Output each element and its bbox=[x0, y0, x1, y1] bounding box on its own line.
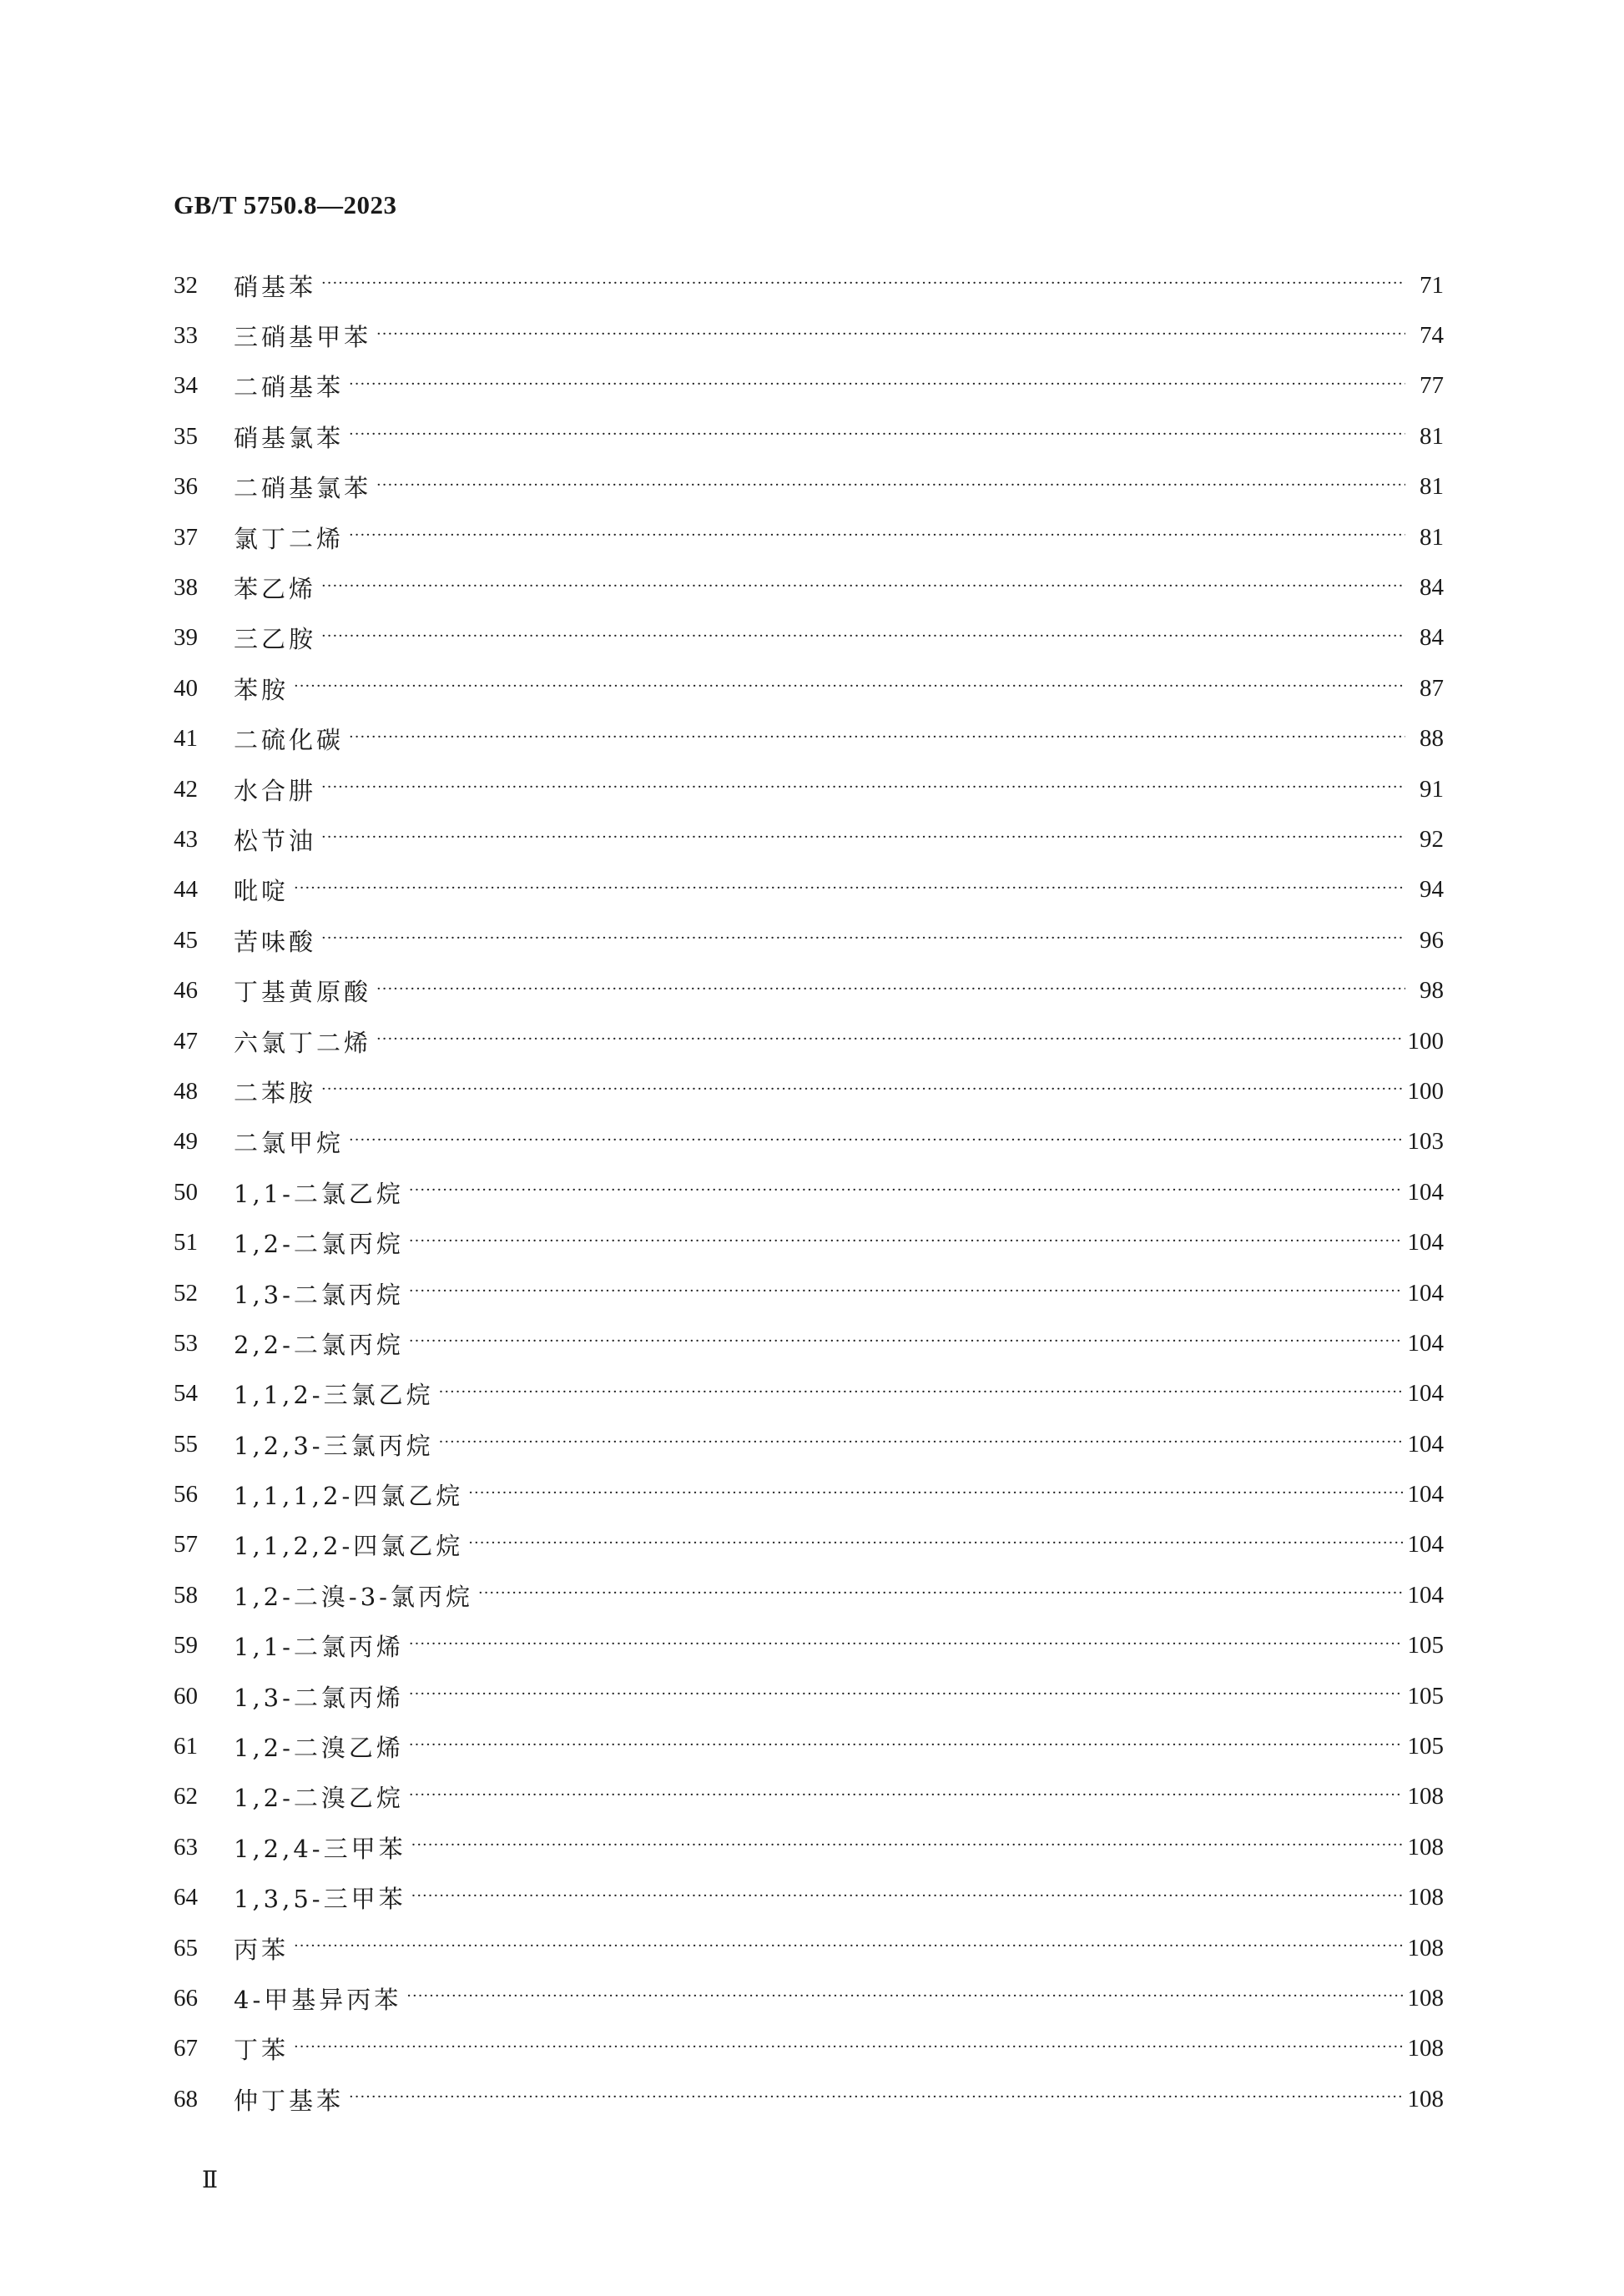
toc-entry-page: 108 bbox=[1407, 1833, 1444, 1860]
toc-entry[interactable] bbox=[174, 512, 1444, 562]
toc-dot-leader bbox=[294, 1936, 1402, 1961]
toc-entry-page: 104 bbox=[1407, 1279, 1444, 1307]
toc-dot-leader bbox=[349, 1130, 1402, 1155]
toc-entry-title: 三乙胺 bbox=[234, 625, 317, 654]
toc-entry-page: 88 bbox=[1420, 725, 1444, 753]
toc-entry-page: 105 bbox=[1407, 1632, 1444, 1659]
toc-entry-title: 1,1-二氯乙烷 bbox=[234, 1179, 404, 1208]
toc-entry-title: 苯乙烯 bbox=[234, 575, 317, 604]
toc-entry-number: 55 bbox=[174, 1430, 198, 1458]
toc-dot-leader bbox=[409, 1684, 1403, 1709]
toc-dot-leader bbox=[409, 1281, 1403, 1306]
toc-entry-title: 氯丁二烯 bbox=[234, 524, 345, 553]
toc-entry-title: 1,3-二氯丙烷 bbox=[234, 1280, 404, 1309]
toc-entry-number: 52 bbox=[174, 1279, 198, 1307]
toc-entry-number: 54 bbox=[174, 1380, 198, 1407]
toc-entry[interactable] bbox=[174, 1973, 1444, 2023]
toc-entry-page: 105 bbox=[1407, 1682, 1444, 1709]
toc-entry-title: 1,1,2,2-四氯乙烷 bbox=[234, 1532, 464, 1561]
toc-dot-leader bbox=[321, 827, 1405, 852]
toc-dot-leader bbox=[406, 1986, 1402, 2011]
toc-entry[interactable] bbox=[174, 1318, 1444, 1368]
toc-entry-title: 4-甲基异丙苯 bbox=[234, 1985, 402, 2014]
toc-entry-number: 43 bbox=[174, 825, 198, 853]
toc-entry-title: 二硝基苯 bbox=[234, 373, 345, 402]
toc-dot-leader bbox=[376, 324, 1405, 349]
toc-entry-page: 108 bbox=[1407, 1783, 1444, 1810]
toc-entry-title: 1,2-二溴-3-氯丙烷 bbox=[234, 1582, 473, 1611]
toc-entry-title: 二氯甲烷 bbox=[234, 1129, 345, 1158]
toc-entry-number: 59 bbox=[174, 1632, 198, 1659]
toc-entry-title: 1,2,3-三氯丙烷 bbox=[234, 1431, 434, 1460]
toc-entry-number: 67 bbox=[174, 2035, 198, 2062]
toc-entry[interactable] bbox=[174, 1721, 1444, 1771]
toc-entry-page: 108 bbox=[1407, 1884, 1444, 1911]
toc-entry-title: 2,2-二氯丙烷 bbox=[234, 1330, 404, 1359]
toc-dot-leader bbox=[321, 576, 1405, 601]
toc-entry-title: 丙苯 bbox=[234, 1935, 290, 1964]
toc-entry-title: 六氯丁二烯 bbox=[234, 1028, 372, 1057]
toc-entry-title: 1,2-二溴乙烯 bbox=[234, 1734, 404, 1763]
toc-entry-number: 57 bbox=[174, 1531, 198, 1558]
toc-entry-title: 水合肼 bbox=[234, 776, 317, 805]
toc-dot-leader bbox=[321, 928, 1405, 953]
toc-entry-page: 105 bbox=[1407, 1733, 1444, 1760]
toc-entry-page: 104 bbox=[1407, 1380, 1444, 1407]
toc-entry-page: 103 bbox=[1407, 1128, 1444, 1156]
toc-entry[interactable] bbox=[174, 1268, 1444, 1318]
toc-entry-number: 40 bbox=[174, 674, 198, 702]
toc-entry-page: 96 bbox=[1420, 926, 1444, 954]
toc-entry-title: 二硝基氯苯 bbox=[234, 474, 372, 503]
toc-entry-page: 84 bbox=[1420, 574, 1444, 602]
toc-entry[interactable] bbox=[174, 361, 1444, 411]
toc-entry-title: 1,3,5-三甲苯 bbox=[234, 1885, 406, 1914]
toc-entry[interactable] bbox=[174, 1167, 1444, 1217]
toc-entry-number: 61 bbox=[174, 1733, 198, 1760]
toc-entry-title: 1,3-二氯丙烯 bbox=[234, 1683, 404, 1712]
toc-dot-leader bbox=[321, 1079, 1402, 1104]
toc-entry[interactable] bbox=[174, 965, 1444, 1015]
toc-entry-number: 44 bbox=[174, 876, 198, 904]
toc-entry[interactable] bbox=[174, 411, 1444, 461]
toc-dot-leader bbox=[409, 1634, 1403, 1659]
toc-entry-title: 硝基氯苯 bbox=[234, 423, 345, 452]
toc-entry-page: 87 bbox=[1420, 674, 1444, 702]
toc-entry[interactable] bbox=[174, 1671, 1444, 1721]
toc-entry-number: 68 bbox=[174, 2085, 198, 2112]
toc-entry[interactable] bbox=[174, 663, 1444, 713]
toc-entry-number: 56 bbox=[174, 1481, 198, 1508]
toc-entry[interactable] bbox=[174, 1469, 1444, 1519]
toc-dot-leader bbox=[349, 424, 1405, 449]
toc-dot-leader bbox=[349, 374, 1405, 399]
toc-entry-title: 二苯胺 bbox=[234, 1078, 317, 1107]
toc-entry-page: 104 bbox=[1407, 1481, 1444, 1508]
toc-entry-number: 32 bbox=[174, 271, 198, 299]
toc-entry-title: 苦味酸 bbox=[234, 927, 317, 956]
toc-entry[interactable] bbox=[174, 2024, 1444, 2074]
toc-entry-title: 1,2-二氯丙烷 bbox=[234, 1230, 404, 1259]
toc-entry[interactable] bbox=[174, 260, 1444, 310]
toc-entry-page: 81 bbox=[1420, 523, 1444, 551]
toc-dot-leader bbox=[376, 475, 1405, 500]
toc-entry-number: 38 bbox=[174, 574, 198, 602]
toc-entry-number: 50 bbox=[174, 1178, 198, 1206]
toc-entry-title: 三硝基甲苯 bbox=[234, 323, 372, 352]
toc-dot-leader bbox=[478, 1583, 1403, 1608]
toc-entry-number: 48 bbox=[174, 1077, 198, 1105]
toc-entry-title: 1,1,1,2-四氯乙烷 bbox=[234, 1482, 464, 1511]
toc-entry-page: 71 bbox=[1420, 271, 1444, 299]
toc-entry[interactable] bbox=[174, 1419, 1444, 1469]
toc-entry-number: 42 bbox=[174, 775, 198, 803]
toc-dot-leader bbox=[439, 1432, 1403, 1457]
toc-entry-number: 49 bbox=[174, 1128, 198, 1156]
toc-entry[interactable] bbox=[174, 310, 1444, 360]
toc-entry-page: 104 bbox=[1407, 1329, 1444, 1357]
toc-entry-number: 53 bbox=[174, 1329, 198, 1357]
toc-dot-leader bbox=[349, 727, 1405, 752]
toc-entry-number: 33 bbox=[174, 322, 198, 350]
toc-entry-title: 仲丁基苯 bbox=[234, 2086, 345, 2115]
toc-entry-title: 1,1-二氯丙烯 bbox=[234, 1633, 404, 1662]
toc-entry[interactable] bbox=[174, 714, 1444, 764]
toc-entry-number: 39 bbox=[174, 624, 198, 652]
toc-entry-page: 74 bbox=[1420, 322, 1444, 350]
toc-dot-leader bbox=[294, 676, 1405, 701]
toc-entry-number: 35 bbox=[174, 422, 198, 450]
toc-entry-page: 104 bbox=[1407, 1178, 1444, 1206]
toc-entry-number: 64 bbox=[174, 1884, 198, 1911]
toc-entry[interactable] bbox=[174, 814, 1444, 864]
toc-entry-page: 108 bbox=[1407, 1934, 1444, 1961]
toc-dot-leader bbox=[294, 878, 1405, 903]
toc-entry-number: 45 bbox=[174, 926, 198, 954]
toc-dot-leader bbox=[321, 777, 1405, 802]
toc-entry[interactable] bbox=[174, 1822, 1444, 1872]
toc-entry-title: 丁苯 bbox=[234, 2036, 290, 2065]
toc-entry-title: 苯胺 bbox=[234, 675, 290, 704]
toc-entry-page: 92 bbox=[1420, 825, 1444, 853]
table-of-contents bbox=[174, 260, 1444, 2124]
toc-entry[interactable] bbox=[174, 915, 1444, 965]
toc-dot-leader bbox=[409, 1331, 1403, 1356]
toc-entry-page: 108 bbox=[1407, 2035, 1444, 2062]
toc-entry[interactable] bbox=[174, 1016, 1444, 1066]
toc-dot-leader bbox=[468, 1533, 1402, 1558]
toc-entry[interactable] bbox=[174, 2074, 1444, 2124]
toc-entry-number: 41 bbox=[174, 725, 198, 753]
toc-entry-title: 1,2,4-三甲苯 bbox=[234, 1834, 406, 1863]
toc-dot-leader bbox=[376, 979, 1405, 1004]
toc-entry[interactable] bbox=[174, 1520, 1444, 1570]
toc-entry-number: 60 bbox=[174, 1682, 198, 1709]
toc-entry-title: 丁基黄原酸 bbox=[234, 978, 372, 1007]
toc-dot-leader bbox=[411, 1886, 1403, 1911]
toc-entry-title: 1,1,2-三氯乙烷 bbox=[234, 1381, 434, 1410]
toc-dot-leader bbox=[294, 2037, 1402, 2062]
toc-dot-leader bbox=[409, 1180, 1403, 1205]
toc-entry[interactable] bbox=[174, 1873, 1444, 1923]
toc-dot-leader bbox=[321, 273, 1405, 298]
toc-entry-title: 吡啶 bbox=[234, 877, 290, 906]
toc-entry[interactable] bbox=[174, 1369, 1444, 1419]
toc-dot-leader bbox=[411, 1835, 1403, 1860]
toc-entry[interactable] bbox=[174, 1066, 1444, 1116]
toc-entry-number: 47 bbox=[174, 1027, 198, 1055]
toc-entry[interactable] bbox=[174, 1117, 1444, 1167]
toc-entry-page: 100 bbox=[1407, 1077, 1444, 1105]
toc-entry-title: 1,2-二溴乙烷 bbox=[234, 1784, 404, 1813]
toc-entry-number: 36 bbox=[174, 473, 198, 501]
toc-entry-page: 98 bbox=[1420, 977, 1444, 1004]
document-code: GB/T 5750.8—2023 bbox=[174, 190, 397, 219]
toc-entry[interactable] bbox=[174, 1621, 1444, 1671]
toc-entry-number: 63 bbox=[174, 1833, 198, 1860]
toc-entry-page: 81 bbox=[1420, 422, 1444, 450]
toc-entry-page: 104 bbox=[1407, 1581, 1444, 1609]
toc-dot-leader bbox=[376, 1029, 1402, 1054]
toc-entry-page: 84 bbox=[1420, 624, 1444, 652]
toc-entry-title: 硝基苯 bbox=[234, 272, 317, 301]
toc-dot-leader bbox=[439, 1382, 1403, 1407]
toc-entry-number: 62 bbox=[174, 1783, 198, 1810]
toc-entry[interactable] bbox=[174, 1923, 1444, 1973]
toc-entry-number: 34 bbox=[174, 372, 198, 400]
toc-entry[interactable] bbox=[174, 562, 1444, 612]
toc-dot-leader bbox=[321, 626, 1405, 651]
toc-entry-title: 二硫化碳 bbox=[234, 726, 345, 755]
toc-dot-leader bbox=[409, 1231, 1403, 1256]
toc-dot-leader bbox=[409, 1785, 1403, 1810]
toc-entry[interactable] bbox=[174, 613, 1444, 663]
toc-entry[interactable] bbox=[174, 1217, 1444, 1267]
toc-entry-title: 松节油 bbox=[234, 826, 317, 855]
toc-entry-page: 81 bbox=[1420, 473, 1444, 501]
toc-dot-leader bbox=[468, 1483, 1402, 1508]
toc-entry[interactable] bbox=[174, 764, 1444, 814]
toc-entry[interactable] bbox=[174, 462, 1444, 512]
toc-entry-number: 58 bbox=[174, 1581, 198, 1609]
toc-entry-page: 108 bbox=[1407, 2085, 1444, 2112]
toc-entry-page: 104 bbox=[1407, 1531, 1444, 1558]
toc-dot-leader bbox=[349, 525, 1405, 550]
toc-entry-page: 100 bbox=[1407, 1027, 1444, 1055]
toc-entry[interactable] bbox=[174, 865, 1444, 915]
toc-entry-number: 51 bbox=[174, 1229, 198, 1256]
toc-dot-leader bbox=[409, 1735, 1403, 1760]
toc-entry-page: 77 bbox=[1420, 372, 1444, 400]
toc-entry[interactable] bbox=[174, 1772, 1444, 1822]
page-number: Ⅱ bbox=[202, 2168, 219, 2193]
toc-entry-number: 37 bbox=[174, 523, 198, 551]
toc-entry-page: 91 bbox=[1420, 775, 1444, 803]
toc-dot-leader bbox=[349, 2087, 1402, 2112]
toc-entry-page: 104 bbox=[1407, 1430, 1444, 1458]
toc-entry[interactable] bbox=[174, 1570, 1444, 1620]
toc-entry-page: 104 bbox=[1407, 1229, 1444, 1256]
toc-entry-page: 94 bbox=[1420, 876, 1444, 904]
toc-entry-page: 108 bbox=[1407, 1984, 1444, 2012]
toc-entry-number: 66 bbox=[174, 1984, 198, 2012]
toc-entry-number: 46 bbox=[174, 977, 198, 1004]
toc-entry-number: 65 bbox=[174, 1934, 198, 1961]
